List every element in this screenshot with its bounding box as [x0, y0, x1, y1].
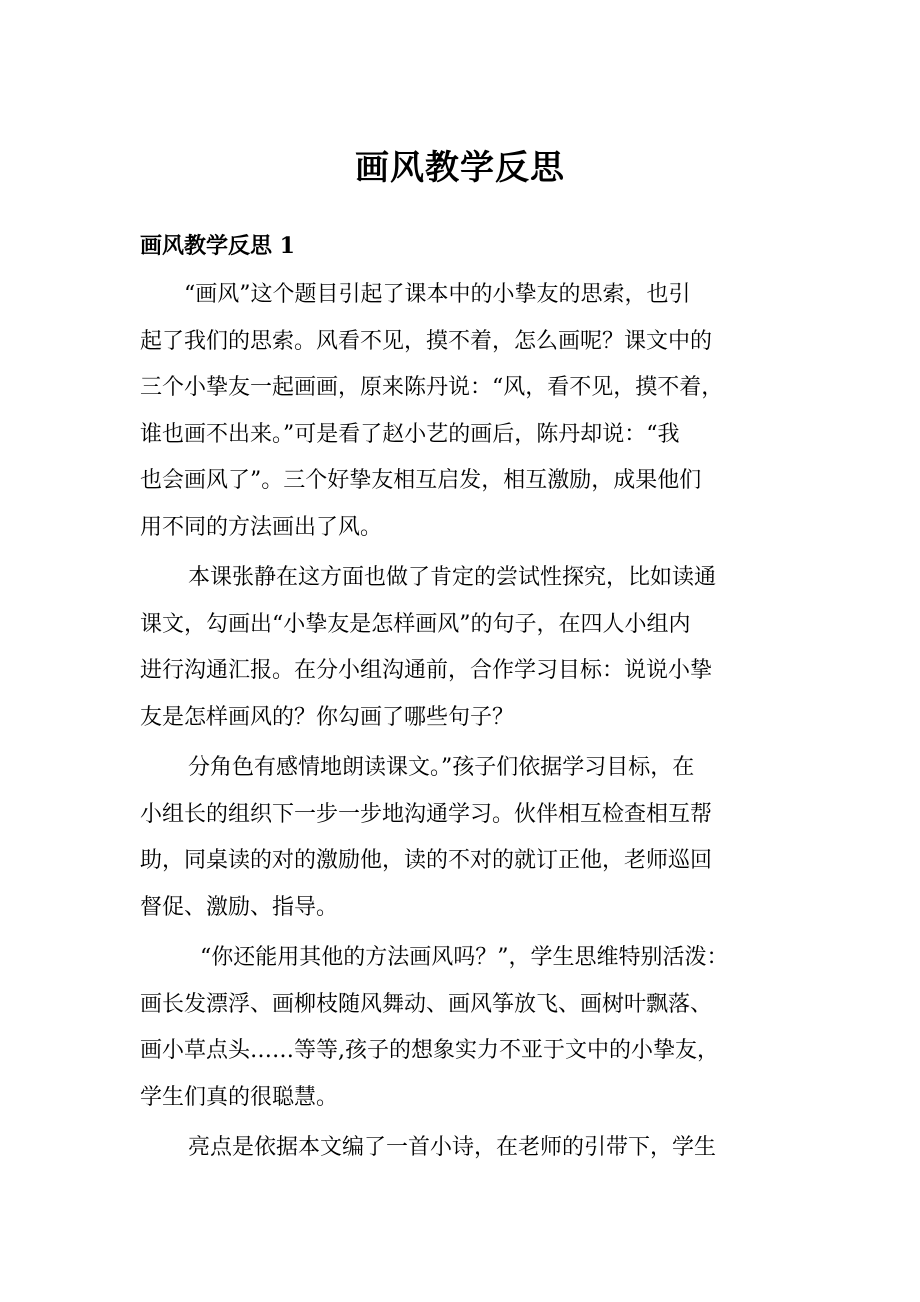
paragraph-line: 助，同桌读的对的激励他，读的不对的就订正他，老师巡回 — [140, 848, 713, 873]
paragraph-5 — [140, 1125, 800, 1172]
paragraph-3 — [140, 745, 800, 931]
paragraph-4 — [140, 935, 800, 1121]
paragraph-line: 亮点是依据本文编了一首小诗，在老师的引带下，学生 — [188, 1135, 717, 1160]
section-heading: 画风教学反思 1 — [140, 233, 295, 259]
paragraph-line: 谁也画不出来。”可是看了赵小艺的画后，陈丹却说：“我 — [140, 421, 680, 447]
paragraph-line: “画风”这个题目引起了课本中的小挚友的思索，也引 — [184, 282, 691, 307]
paragraph-line: 也会画风了”。三个好挚友相互启发，相互激励，成果他们 — [140, 468, 702, 493]
paragraph-line: 用不同的方法画出了风。 — [140, 514, 383, 540]
paragraph-line: 督促、激励、指导。 — [140, 894, 339, 920]
paragraph-line: 友是怎样画风的？你勾画了哪些句子？ — [140, 704, 515, 730]
paragraph-line: 画长发漂浮、画柳枝随风舞动、画风筝放飞、画树叶飘落、 — [140, 991, 713, 1017]
paragraph-line: 起了我们的思索。风看不见，摸不着，怎么画呢？课文中的 — [140, 328, 713, 354]
paragraph-2 — [140, 555, 800, 741]
paragraph-line: 学生们真的很聪慧。 — [140, 1084, 339, 1110]
paragraph-line: 进行沟通汇报。在分小组沟通前，合作学习目标：说说小挚 — [140, 658, 713, 683]
paragraph-line: 本课张静在这方面也做了肯定的尝试性探究，比如读通 — [188, 565, 717, 590]
paragraph-line: 小组长的组织下一步一步地沟通学习。伙伴相互检查相互帮 — [140, 801, 713, 827]
document-body — [140, 272, 800, 1176]
paragraph-line: 课文，勾画出“小挚友是怎样画风”的句子，在四人小组内 — [140, 611, 691, 637]
paragraph-line: 分角色有感情地朗读课文。”孩子们依据学习目标，在 — [188, 755, 695, 780]
paragraph-line: 画小草点头……等等,孩子的想象实力不亚于文中的小挚友， — [140, 1038, 719, 1063]
paragraph-1 — [140, 272, 800, 551]
document-title: 画风教学反思 — [355, 148, 565, 188]
paragraph-line: “你还能用其他的方法画风吗？”，学生思维特别活泼： — [200, 945, 729, 970]
paragraph-line: 三个小挚友一起画画，原来陈丹说：“风，看不见，摸不着， — [140, 375, 724, 400]
